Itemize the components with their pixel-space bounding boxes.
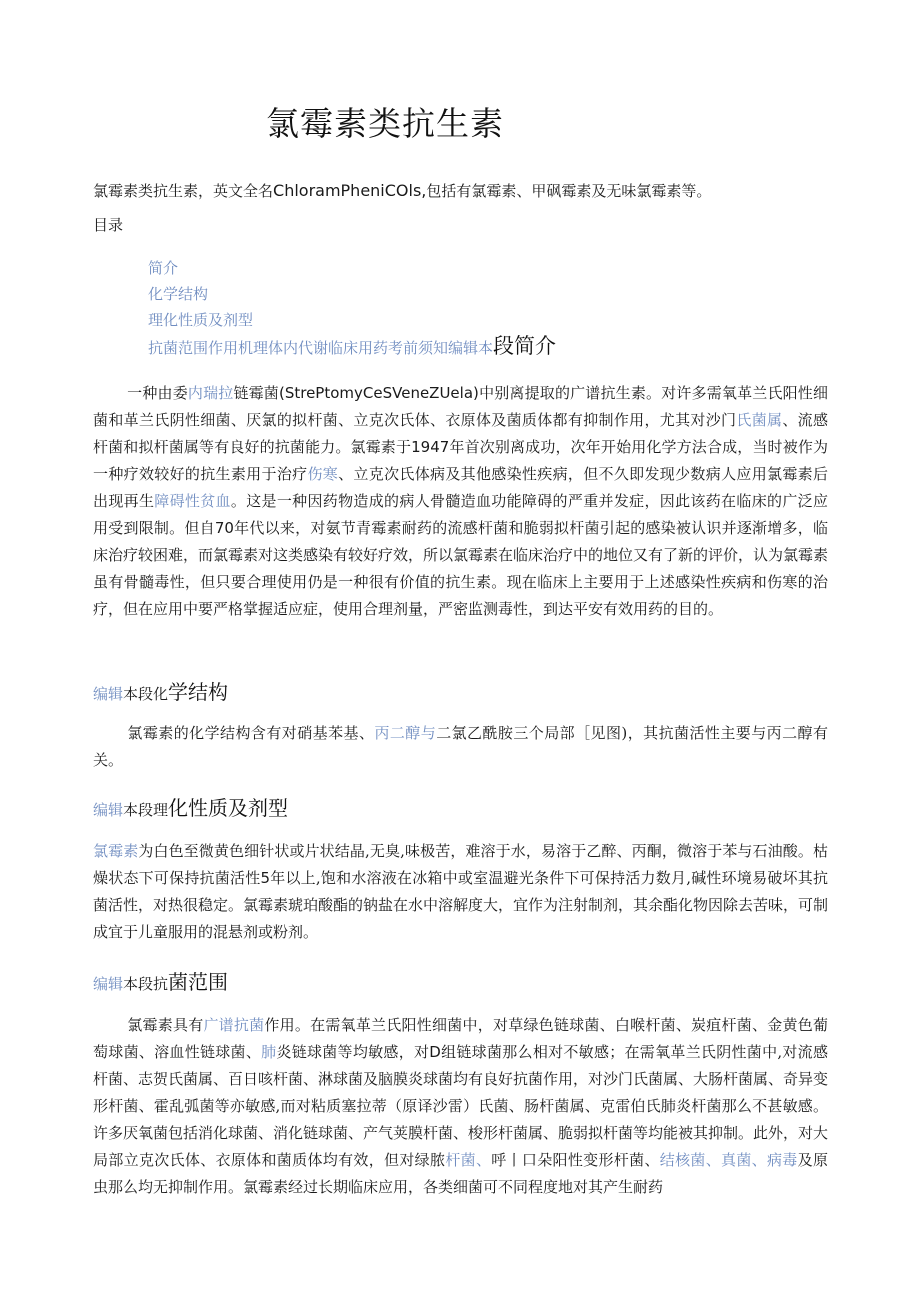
link-lung[interactable]: 肺 xyxy=(261,1043,277,1061)
group-letter: D xyxy=(429,1043,441,1061)
link-aplastic-anemia[interactable]: 障碍性贫血 xyxy=(154,492,231,510)
text-run: 炎链球菌等均敏感，对 xyxy=(276,1043,430,1061)
text-run: 为白色至微黄色细针状或片状结晶,无臭,味极苦，难溶于水，易溶于乙醉、丙酮，微溶于苯与石油酸。枯燥状态下可保持抗菌活性 xyxy=(93,842,828,887)
edit-link[interactable]: 编辑 xyxy=(93,975,124,993)
link-typhoid[interactable]: 伤寒 xyxy=(307,465,339,483)
toc-item-properties[interactable]: 理化性质及剂型 xyxy=(148,311,254,329)
text-run: 中别离提取的广谱抗生素。对许多需氧革兰氏阳性细菌和革兰氏阴性细菌、厌氯的拟杆菌、立克次氏体、衣原体及菌质体都有抑制作用，尤其对沙门 xyxy=(93,384,828,429)
toc-item-chemical-structure[interactable]: 化学结构 xyxy=(148,285,209,303)
toc-item-intro[interactable]: 简介 xyxy=(148,259,179,277)
intro-paragraph xyxy=(93,178,833,204)
text-run: 及原虫那么均无抑制作用。氯霉素经过长期临床应用，各类细菌可不同程度地对其产生耐药 xyxy=(93,1151,828,1196)
heading-title: 菌范围 xyxy=(168,970,229,994)
heading-prefix: 本段化 xyxy=(123,685,169,703)
text-run: 氯霉素具有 xyxy=(127,1016,204,1034)
link-bacillus[interactable]: 杆菌、 xyxy=(445,1151,492,1169)
text-run: 年首次别离成功，次年开始用化学方法合成，当时被作为一种疗效较好的抗生素用于治疗 xyxy=(93,438,828,483)
link-broad-spectrum[interactable]: 广谱抗菌 xyxy=(203,1016,265,1034)
latin-species-name: (StrePtomyCeSVeneZUela) xyxy=(278,384,479,402)
properties-paragraph xyxy=(93,838,828,946)
link-salmonella[interactable]: 氏菌属 xyxy=(736,411,783,429)
intro-body-paragraph xyxy=(93,380,828,623)
antibacterial-range-paragraph xyxy=(93,1012,828,1201)
heading-title: 学结构 xyxy=(168,680,229,704)
text-run: 。这是一种因药物造成的病人骨髓造血功能障碍的严重并发症，因此该药在临床的广泛应用受到限制。但自 xyxy=(93,492,828,537)
intro-latin-name: ChloramPheniCOls, xyxy=(273,181,427,200)
heading-prefix: 本段抗 xyxy=(123,975,169,993)
text-run: 组链球菌那么相对不敏感；在需氧革兰氏阴性菌中,对流感杆菌、志贺氏菌属、百日咳杆菌、淋球菌及脑膜炎球菌均有良好抗菌作用，对沙门氏菌属、大肠杆菌属、奇异变形杆菌、霍乱弧菌等亦敏感,而对粘质塞拉蒂（原译沙雷）氏菌、肠杆菌属、克雷伯氏肺炎杆菌那么不甚敏感。许多厌氧菌包括消化球菌、消化链球菌、产气荚膜杆菌、梭形杆菌属、脆弱拟杆菌等均能被其抑制。此外，对大局部立克次氏体、衣原体和菌质体均有效，但对绿脓 xyxy=(93,1043,829,1169)
section-heading-chemical-structure xyxy=(93,676,228,705)
toc-link-run[interactable]: 抗菌范围作用机理体内代谢临床用药考前须知编辑本 xyxy=(148,339,494,357)
text-run: 氯霉素的化学结构含有对硝基苯基、 xyxy=(127,724,375,742)
table-of-contents xyxy=(148,255,556,359)
text-run: 年以上,饱和水溶液在冰箱中或室温避光条件下可保持活力数月,碱性环境易破坏其抗菌活性，对热很稳定。氯霉素琥珀酸酯的钠盐在水中溶解度大，宜作为注射制剂，其余酯化物因除去苦味，可制成宜于儿童服用的混悬剂或粉剂。 xyxy=(93,869,829,941)
text-run: 、流感杆菌和拟杆菌属等有良好的抗菌能力。氯霉素于 xyxy=(93,411,828,456)
text-run: 二氯乙酰胺三个局部［见图)，其抗菌活性主要与丙二醇有关。 xyxy=(93,724,828,769)
text-run: 呼丨口朵阳性变形杆菌、 xyxy=(491,1151,660,1169)
text-run: 作用。在需氧革兰氏阳性细菌中，对草绿色链球菌、白喉杆菌、炭疽杆菌、金黄色葡萄球菌、溶血性链球菌、 xyxy=(93,1016,828,1061)
edit-link[interactable]: 编辑 xyxy=(93,801,124,819)
section-heading-intro: 段简介 xyxy=(493,334,557,358)
years-number: 5 xyxy=(260,869,270,887)
decade-number: 70 xyxy=(214,519,234,537)
text-run: 、立克次氏体病及其他感染性疾病，但不久即发现少数病人应用氯霉素后出现再生 xyxy=(93,465,828,510)
edit-link[interactable]: 编辑 xyxy=(93,685,124,703)
intro-text: 氯霉素类抗生素，英文全名 xyxy=(93,182,274,200)
heading-prefix: 本段理 xyxy=(123,801,169,819)
link-chloramphenicol[interactable]: 氯霉素 xyxy=(93,842,139,860)
section-heading-properties xyxy=(93,792,288,821)
toc-label: 目录 xyxy=(93,216,124,234)
toc-item-last-row xyxy=(148,333,556,359)
heading-title: 化性质及剂型 xyxy=(168,796,289,820)
chemical-structure-paragraph xyxy=(93,720,828,774)
link-tuberculosis-fungi-virus[interactable]: 结核菌、真菌、病毒 xyxy=(659,1151,798,1169)
link-propanediol[interactable]: 丙二醇与 xyxy=(374,724,437,742)
text-run: 年代以来，对氨节青霉素耐药的流感杆菌和脆弱拟杆菌引起的感染被认识并逐渐增多，临床治疗较困难，而氯霉素对这类感染有较好疗效，所以氯霉素在临床治疗中的地位又有了新的评价，认为氯霉素虽有骨髓毒性，但只要合理使用仍是一种很有价值的抗生素。现在临床上主要用于上述感染性疾病和伤寒的治疗，但在应用中要严格掌握适应症，使用合理剂量，严密监测毒性，到达平安有效用药的目的。 xyxy=(93,519,829,618)
page-title: 氯霉素类抗生素 xyxy=(266,104,504,143)
link-venezuela[interactable]: 内瑞拉 xyxy=(187,384,234,402)
text-run: 链霉菌 xyxy=(233,384,279,402)
section-heading-antibacterial-range xyxy=(93,966,228,995)
intro-text-end: 包括有氯霉素、甲砜霉素及无味氯霉素等。 xyxy=(426,182,712,200)
year-number: 1947 xyxy=(411,438,450,456)
text-run: 一种由委 xyxy=(127,384,188,402)
